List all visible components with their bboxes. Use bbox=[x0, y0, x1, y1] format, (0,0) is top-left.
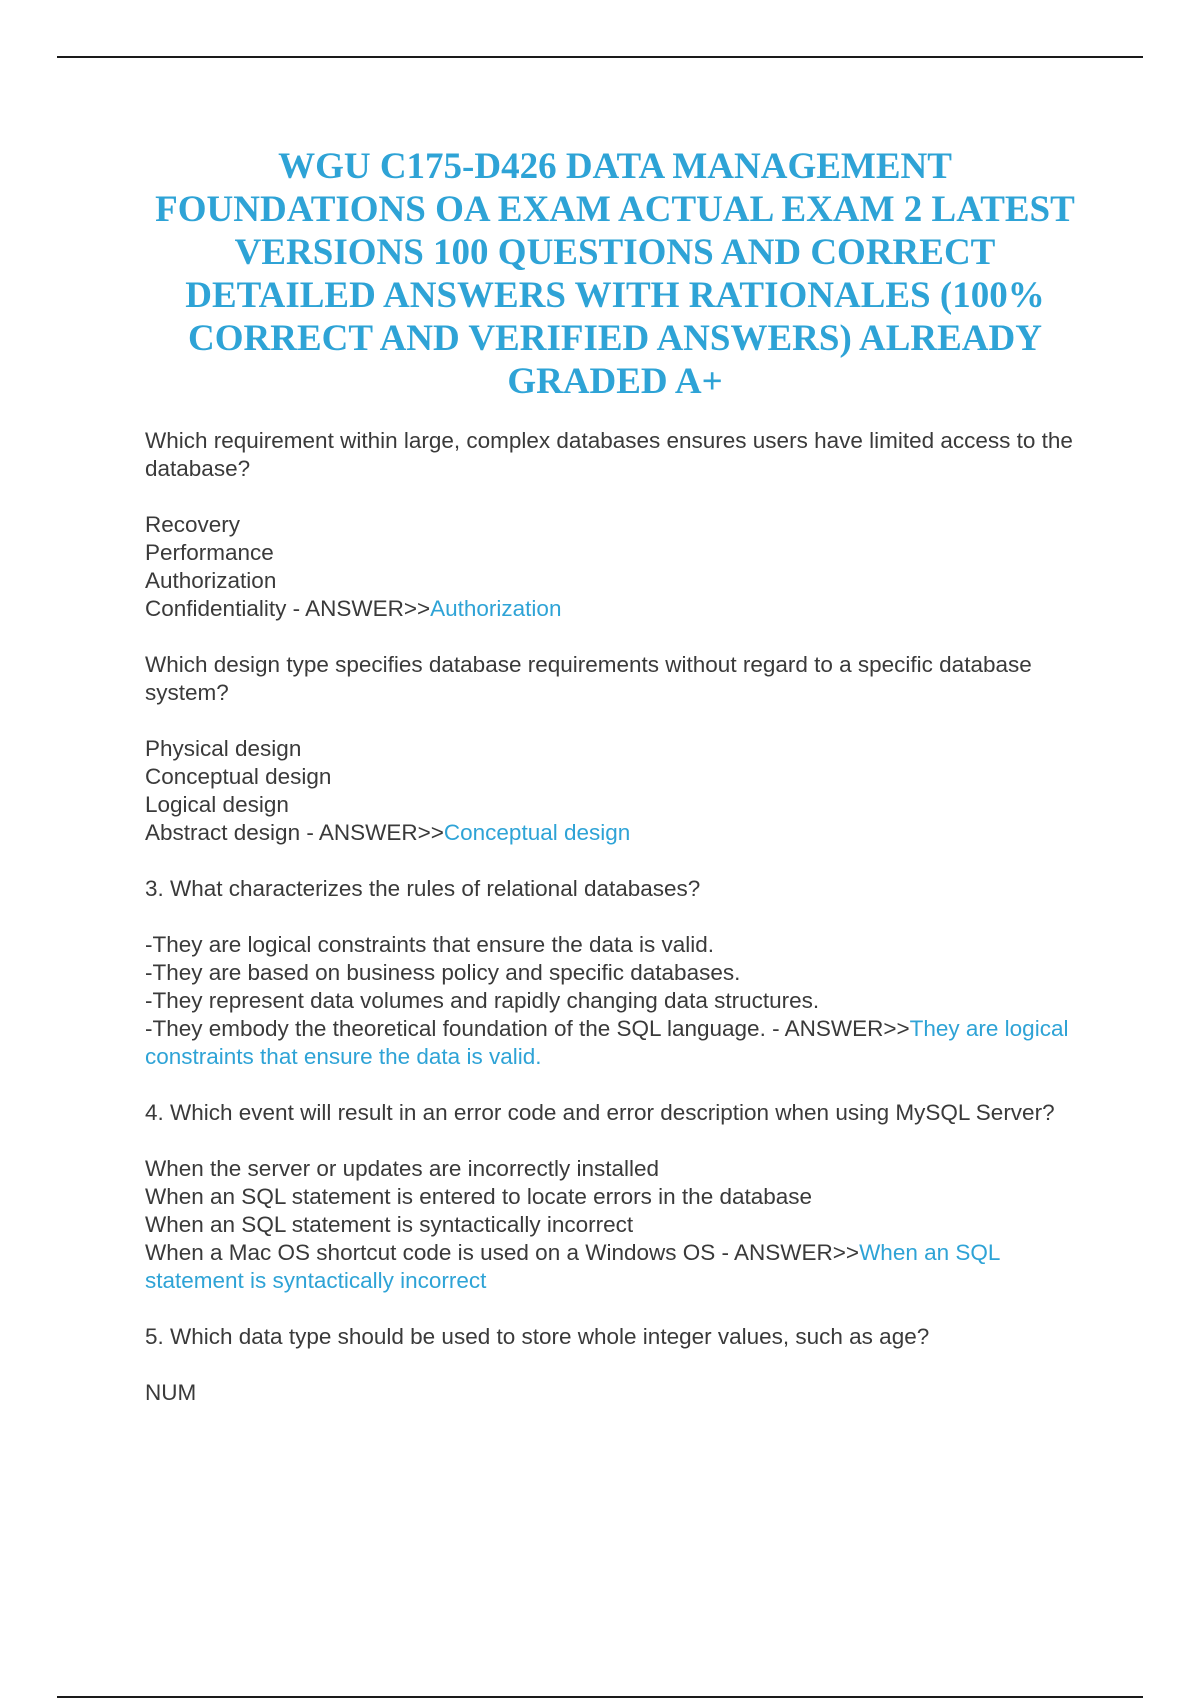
question-3-answer: They are logical constraints that ensure the data is valid. bbox=[145, 1016, 1069, 1069]
question-4-option-d-line bbox=[145, 1239, 1085, 1295]
question-2-option-a: Physical design bbox=[145, 736, 302, 761]
question-list bbox=[145, 427, 1085, 1435]
question-5-text: 5. Which data type should be used to store whole integer values, such as age? bbox=[145, 1324, 930, 1349]
question-4 bbox=[145, 1099, 1085, 1295]
question-1-option-c: Authorization bbox=[145, 568, 277, 593]
question-3-option-c: -They represent data volumes and rapidly changing data structures. bbox=[145, 988, 820, 1013]
question-2-option-b: Conceptual design bbox=[145, 764, 332, 789]
top-rule bbox=[57, 56, 1143, 58]
question-2-text: Which design type specifies database requirements without regard to a specific database system? bbox=[145, 652, 1032, 705]
question-4-option-c: When an SQL statement is syntactically incorrect bbox=[145, 1212, 634, 1237]
question-4-options bbox=[145, 1155, 1085, 1295]
question-1 bbox=[145, 427, 1085, 623]
question-4-option-b: When an SQL statement is entered to locate errors in the database bbox=[145, 1184, 813, 1209]
question-2-option-d-line bbox=[145, 819, 1085, 847]
question-3-option-b: -They are based on business policy and specific databases. bbox=[145, 960, 741, 985]
bottom-rule bbox=[57, 1696, 1143, 1698]
question-1-option-d: Confidentiality bbox=[145, 596, 287, 621]
question-4-answer: When an SQL statement is syntactically incorrect bbox=[145, 1240, 1000, 1293]
question-4-text: 4. Which event will result in an error code and error description when using MySQL Server? bbox=[145, 1100, 1055, 1125]
question-3-option-d: -They embody the theoretical foundation of the SQL language. bbox=[145, 1016, 766, 1041]
question-1-option-b: Performance bbox=[145, 540, 274, 565]
question-3 bbox=[145, 875, 1085, 1071]
question-2-options bbox=[145, 735, 1085, 847]
question-1-text: Which requirement within large, complex databases ensures users have limited access to the database? bbox=[145, 428, 1073, 481]
document-title: WGU C175-D426 DATA MANAGEMENT FOUNDATIONS OA EXAM ACTUAL EXAM 2 LATEST VERSIONS 100 QUESTIONS AND CORRECT DETAILED ANSWERS WITH RATIONALES (100% CORRECT AND VERIFIED ANSWERS) ALREADY GRADED A+ bbox=[155, 146, 1075, 402]
question-3-option-a: -They are logical constraints that ensure the data is valid. bbox=[145, 932, 715, 957]
question-2-option-c: Logical design bbox=[145, 792, 289, 817]
question-1-option-a: Recovery bbox=[145, 512, 241, 537]
question-2-answer: Conceptual design bbox=[443, 820, 631, 845]
question-1-answer: Authorization bbox=[430, 596, 562, 621]
question-5-options bbox=[145, 1379, 1085, 1407]
answer-prefix: - ANSWER>> bbox=[715, 1240, 860, 1265]
question-1-options bbox=[145, 511, 1085, 623]
question-5 bbox=[145, 1323, 1085, 1407]
answer-prefix: - ANSWER>> bbox=[286, 596, 431, 621]
question-3-text: 3. What characterizes the rules of relational databases? bbox=[145, 876, 701, 901]
question-1-option-d-line bbox=[145, 595, 1085, 623]
question-4-option-a: When the server or updates are incorrectly installed bbox=[145, 1156, 659, 1181]
question-4-option-d: When a Mac OS shortcut code is used on a Windows OS bbox=[145, 1240, 716, 1265]
question-5-option-a: NUM bbox=[145, 1380, 197, 1405]
answer-prefix: - ANSWER>> bbox=[300, 820, 444, 845]
question-3-option-d-line bbox=[145, 1015, 1085, 1071]
question-2-option-d: Abstract design bbox=[145, 820, 301, 845]
question-2 bbox=[145, 651, 1085, 847]
question-3-options bbox=[145, 931, 1085, 1071]
answer-prefix: - ANSWER>> bbox=[765, 1016, 910, 1041]
